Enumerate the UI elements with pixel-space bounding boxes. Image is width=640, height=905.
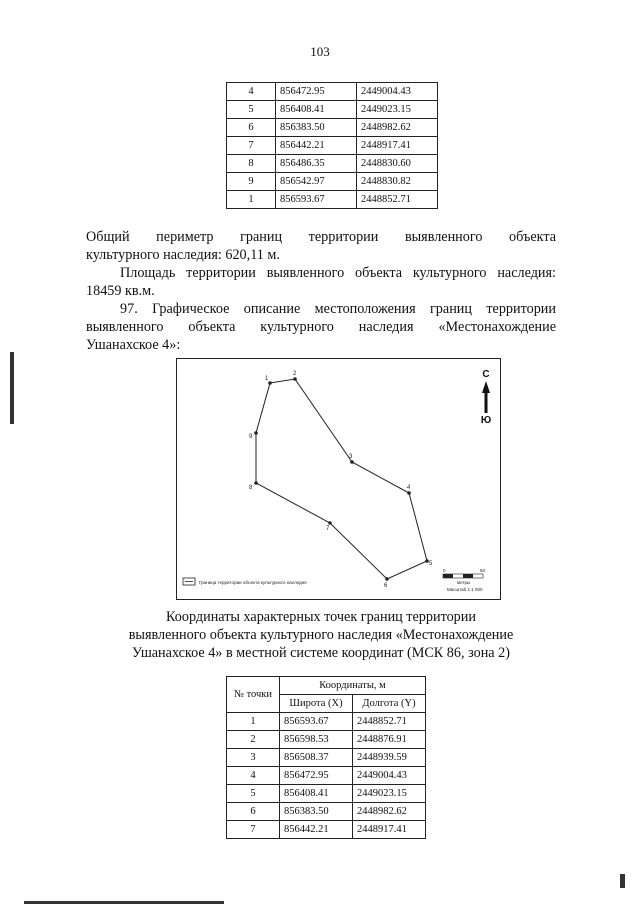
bottom-table-row [227,713,426,731]
longitude-cell: 2448852.71 [357,191,438,209]
legend-text: Граница территории объекта культурного наследия [199,580,307,585]
longitude-cell: 2448852.71 [353,713,426,731]
latitude-cell: 856593.67 [280,713,353,731]
south-letter: Ю [480,415,492,426]
description-line-3: Ушанахское 4»: [86,337,181,353]
point-label-3: 3 [349,454,353,460]
coordinates-caption [86,608,556,662]
boundary-point-2 [293,377,297,381]
scale-label: метры [457,580,471,585]
header-coordinates: Координаты, м [280,677,426,695]
north-arrow [481,369,491,426]
latitude-cell: 856442.21 [280,821,353,839]
point-number-cell: 1 [227,713,280,731]
area-line-2: 18459 кв.м. [86,283,155,299]
boundary-point-1 [268,381,272,385]
page-number: 103 [310,44,330,59]
bottom-table-row [227,749,426,767]
header-longitude: Долгота (Y) [353,695,426,713]
coordinates-table [226,676,426,839]
top-table-row [227,173,438,191]
caption-line-2: выявленного объекта культурного наследия «Местонахождение [128,627,514,643]
point-label-2: 2 [293,371,297,377]
latitude-cell: 856486.35 [276,155,357,173]
latitude-cell: 856593.67 [276,191,357,209]
point-number-cell: 5 [227,101,276,119]
point-number-cell: 6 [227,803,280,821]
bottom-table-row [227,821,426,839]
header-latitude: Широта (X) [280,695,353,713]
boundary-polygon [256,379,427,579]
latitude-cell: 856383.50 [276,119,357,137]
point-number-cell: 7 [227,821,280,839]
point-label-7: 7 [326,526,330,532]
point-number-cell: 2 [227,731,280,749]
latitude-cell: 856472.95 [280,767,353,785]
longitude-cell: 2449004.43 [353,767,426,785]
boundary-point-7 [328,521,332,525]
header-point-number: № точки [227,677,280,713]
point-label-1: 1 [265,376,269,382]
boundary-point-4 [407,491,411,495]
north-letter: С [482,369,490,380]
latitude-cell: 856408.41 [276,101,357,119]
latitude-cell: 856383.50 [280,803,353,821]
point-number-cell: 1 [227,191,276,209]
boundary-map-svg [177,359,500,599]
point-label-9: 9 [249,434,253,440]
point-number-cell: 4 [227,83,276,101]
north-arrow-shaft [485,393,488,413]
description-line-1: 97. Графическое описание местоположения границ территории [120,301,556,317]
point-number-cell: 9 [227,173,276,191]
top-table-row [227,119,438,137]
scale-min: 0 [443,568,446,573]
latitude-cell: 856508.37 [280,749,353,767]
latitude-cell: 856542.97 [276,173,357,191]
point-number-cell: 6 [227,119,276,137]
longitude-cell: 2449023.15 [357,101,438,119]
longitude-cell: 2448876.91 [353,731,426,749]
coordinates-table-continued [226,82,438,209]
longitude-cell: 2448982.62 [357,119,438,137]
longitude-cell: 2448917.41 [353,821,426,839]
longitude-cell: 2448917.41 [357,137,438,155]
scale-bar [443,568,486,592]
longitude-cell: 2449023.15 [353,785,426,803]
top-table-row [227,83,438,101]
point-label-8: 8 [249,485,253,491]
bottom-table-row [227,731,426,749]
bottom-table-row [227,785,426,803]
top-table-row [227,137,438,155]
boundary-point-3 [350,460,354,464]
longitude-cell: 2448830.60 [357,155,438,173]
latitude-cell: 856442.21 [276,137,357,155]
caption-line-1: Координаты характерных точек границ территории [166,609,476,625]
scan-artifact-right-mark [620,874,625,888]
longitude-cell: 2449004.43 [357,83,438,101]
top-table-row [227,191,438,209]
latitude-cell: 856598.53 [280,731,353,749]
boundary-map [176,358,501,600]
longitude-cell: 2448830.82 [357,173,438,191]
scan-artifact-left-bar [10,352,14,424]
longitude-cell: 2448939.59 [353,749,426,767]
point-label-6: 6 [384,583,388,589]
scale-text: Масштаб 1:1 000 [447,587,483,592]
bottom-table-row [227,803,426,821]
north-arrow-head [482,381,490,393]
latitude-cell: 856408.41 [280,785,353,803]
point-label-4: 4 [407,485,411,491]
point-number-cell: 3 [227,749,280,767]
caption-line-3: Ушанахское 4» в местной системе координат (МСК 86, зона 2) [132,645,510,661]
boundary-point-8 [254,481,258,485]
area-line-1: Площадь территории выявленного объекта культурного наследия: [120,265,556,281]
perimeter-line-2: культурного наследия: 620,11 м. [86,247,280,263]
scale-max: 50 [480,568,486,573]
point-number-cell: 7 [227,137,276,155]
boundary-point-6 [385,577,389,581]
boundary-point-9 [254,431,258,435]
top-table-row [227,101,438,119]
point-label-5: 5 [429,561,433,567]
top-table-row [227,155,438,173]
bottom-table-row [227,767,426,785]
latitude-cell: 856472.95 [276,83,357,101]
scan-artifact-bottom-edge [24,901,224,904]
description-line-2: выявленного объекта культурного наследия «Местонахождение [86,319,556,335]
point-number-cell: 4 [227,767,280,785]
point-number-cell: 8 [227,155,276,173]
point-number-cell: 5 [227,785,280,803]
map-legend [183,578,307,585]
longitude-cell: 2448982.62 [353,803,426,821]
perimeter-line-1: Общий периметр границ территории выявленного объекта [86,229,556,245]
